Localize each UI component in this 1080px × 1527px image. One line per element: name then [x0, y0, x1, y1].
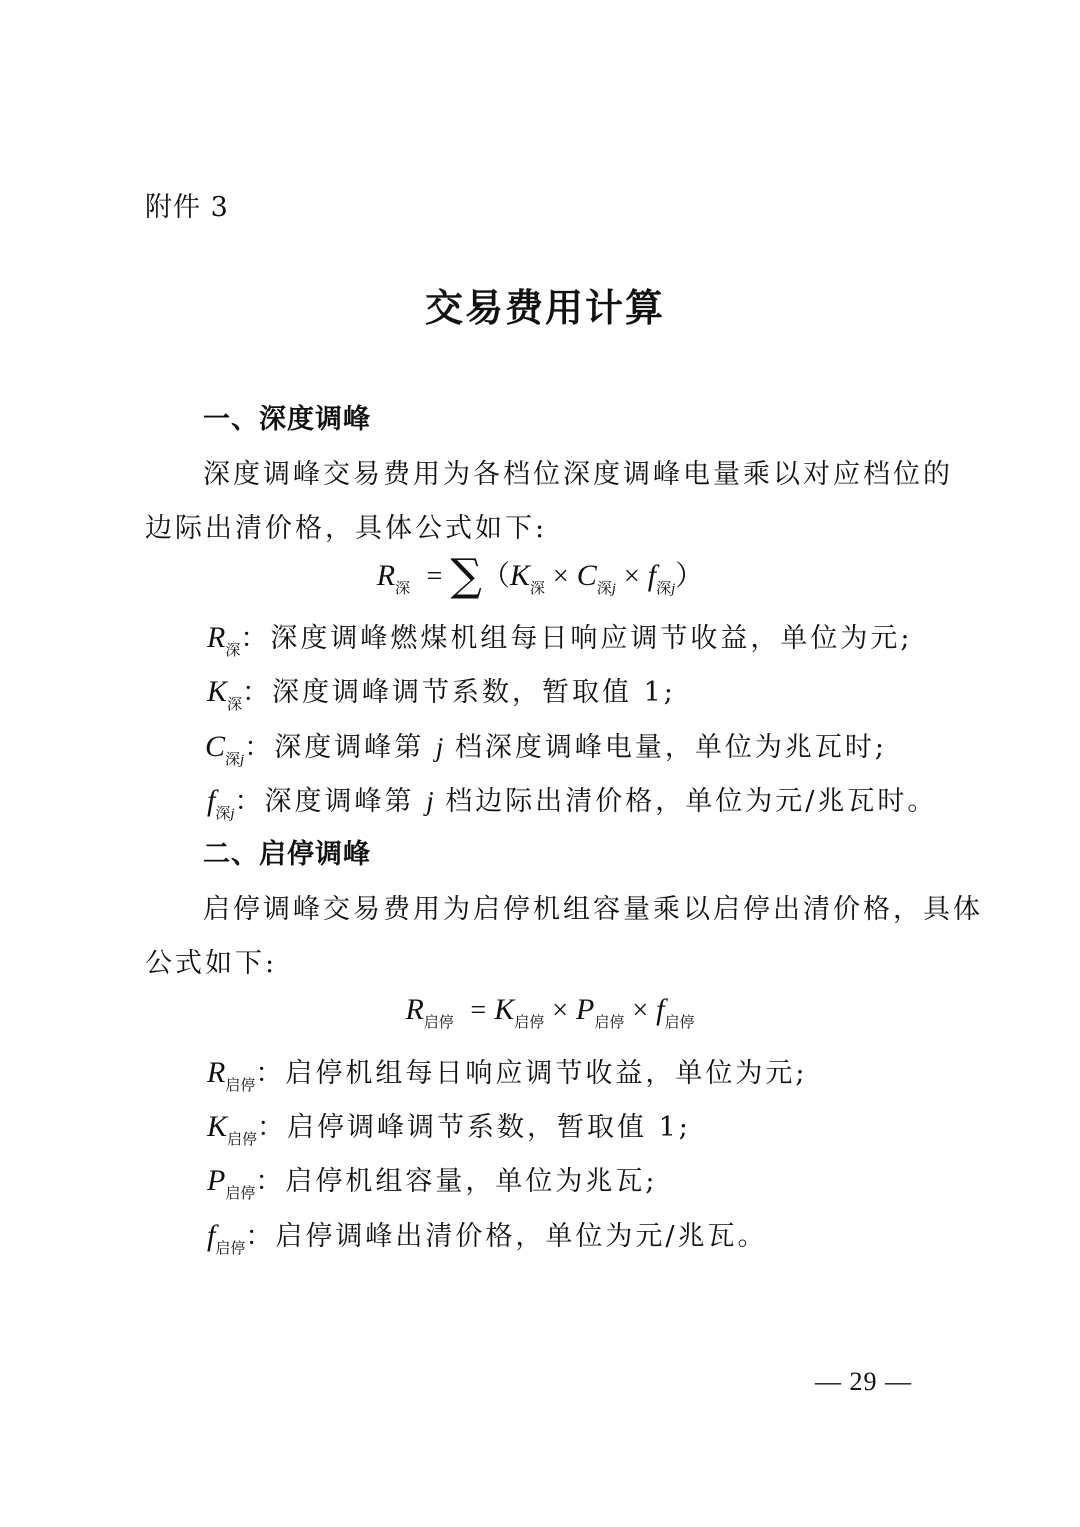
section1-para-line2: 边际出清价格，具体公式如下: — [145, 513, 548, 544]
formula-sub-j: j — [611, 581, 616, 597]
def-sub — [225, 750, 244, 768]
formula-var: K — [509, 559, 530, 592]
def-desc: ：启停调峰调节系数，暂取值 1; — [257, 1112, 691, 1143]
section1-para-line1: 深度调峰交易费用为各档位深度调峰电量乘以对应档位的 — [203, 459, 953, 490]
formula-sub: 深 — [529, 579, 545, 597]
def-sub-text: 深 — [215, 804, 231, 822]
formula-sub: 深 — [395, 579, 411, 597]
formula-var: R — [376, 559, 396, 592]
sum-symbol: ∑ — [450, 550, 482, 601]
def-desc: ：启停机组每日响应调节收益，单位为元; — [255, 1058, 808, 1089]
def-j: j — [426, 786, 434, 816]
def-sub — [215, 804, 234, 822]
def-sub-text: 深 — [225, 750, 241, 768]
formula-sub — [656, 579, 675, 597]
def-desc: ：启停机组容量，单位为兆瓦; — [255, 1166, 658, 1197]
definition-item — [207, 618, 912, 670]
formula-op: × — [623, 561, 640, 592]
formula-sub-j: j — [671, 581, 676, 597]
definition-item — [207, 1216, 767, 1268]
formula-paren: ） — [675, 561, 704, 592]
formula-op: = — [426, 561, 443, 592]
definition-item — [207, 1053, 807, 1105]
definition-item — [207, 781, 937, 834]
page-title: 交易费用计算 — [424, 286, 665, 330]
def-sub: 启停 — [225, 1184, 256, 1202]
def-var: R — [207, 621, 226, 654]
def-sub-j: j — [240, 752, 245, 768]
def-j: j — [435, 732, 444, 762]
formula-sub-text: 深 — [596, 579, 612, 597]
page-number: — 29 — — [815, 1367, 912, 1396]
formula-op: × — [552, 995, 569, 1026]
formula-var: C — [576, 559, 597, 592]
def-sub: 启停 — [215, 1239, 246, 1257]
def-sub-j: j — [230, 806, 235, 822]
section2-para-line1: 启停调峰交易费用为启停机组容量乘以启停出清价格，具体 — [203, 894, 983, 925]
def-var: C — [205, 730, 226, 763]
formula-start-stop — [0, 990, 1080, 1042]
def-var: f — [207, 784, 216, 817]
section1-heading: 一、深度调峰 — [203, 404, 371, 435]
formula-sub: 启停 — [514, 1013, 545, 1031]
formula-sub: 启停 — [664, 1013, 695, 1031]
formula-sub — [597, 579, 616, 597]
def-desc: ：启停调峰出清价格，单位为元/兆瓦。 — [245, 1221, 768, 1252]
def-desc: ：深度调峰第 — [234, 786, 427, 817]
def-var: K — [207, 675, 228, 708]
def-sub: 启停 — [225, 1076, 256, 1094]
formula-var: f — [647, 559, 657, 592]
formula-var: K — [494, 993, 515, 1026]
def-var: P — [207, 1164, 226, 1197]
formula-var: R — [405, 993, 424, 1026]
section2-para-line2: 公式如下: — [145, 948, 278, 979]
formula-var: P — [576, 993, 595, 1026]
formula-sub: 启停 — [594, 1013, 625, 1031]
definition-item — [207, 672, 676, 724]
def-desc: 档边际出清价格，单位为元/兆瓦时。 — [433, 786, 938, 817]
formula-op: × — [552, 561, 569, 592]
def-var: K — [207, 1110, 228, 1143]
attachment-label: 附件 3 — [145, 192, 229, 223]
def-desc: ：深度调峰燃煤机组每日响应调节收益，单位为元; — [240, 623, 913, 654]
def-sub: 深 — [227, 695, 243, 713]
definition-item — [207, 1107, 691, 1159]
formula-paren: （ — [481, 561, 510, 592]
section2-heading: 二、启停调峰 — [203, 839, 371, 870]
def-desc: 档深度调峰电量，单位为兆瓦时; — [443, 732, 887, 763]
def-var: f — [207, 1219, 216, 1252]
def-sub: 深 — [225, 641, 241, 659]
formula-sub: 启停 — [423, 1013, 454, 1031]
def-var: R — [207, 1056, 226, 1089]
def-desc: ：深度调峰第 — [244, 732, 436, 763]
formula-op: = — [470, 995, 487, 1026]
formula-sub-text: 深 — [656, 579, 672, 597]
def-sub: 启停 — [227, 1130, 258, 1148]
definition-item — [205, 727, 887, 780]
formula-op: × — [632, 995, 649, 1026]
formula-deep-peak — [0, 550, 1080, 609]
def-desc: ：深度调峰调节系数，暂取值 1; — [242, 677, 676, 708]
definition-item — [207, 1161, 657, 1213]
formula-var: f — [656, 993, 665, 1026]
